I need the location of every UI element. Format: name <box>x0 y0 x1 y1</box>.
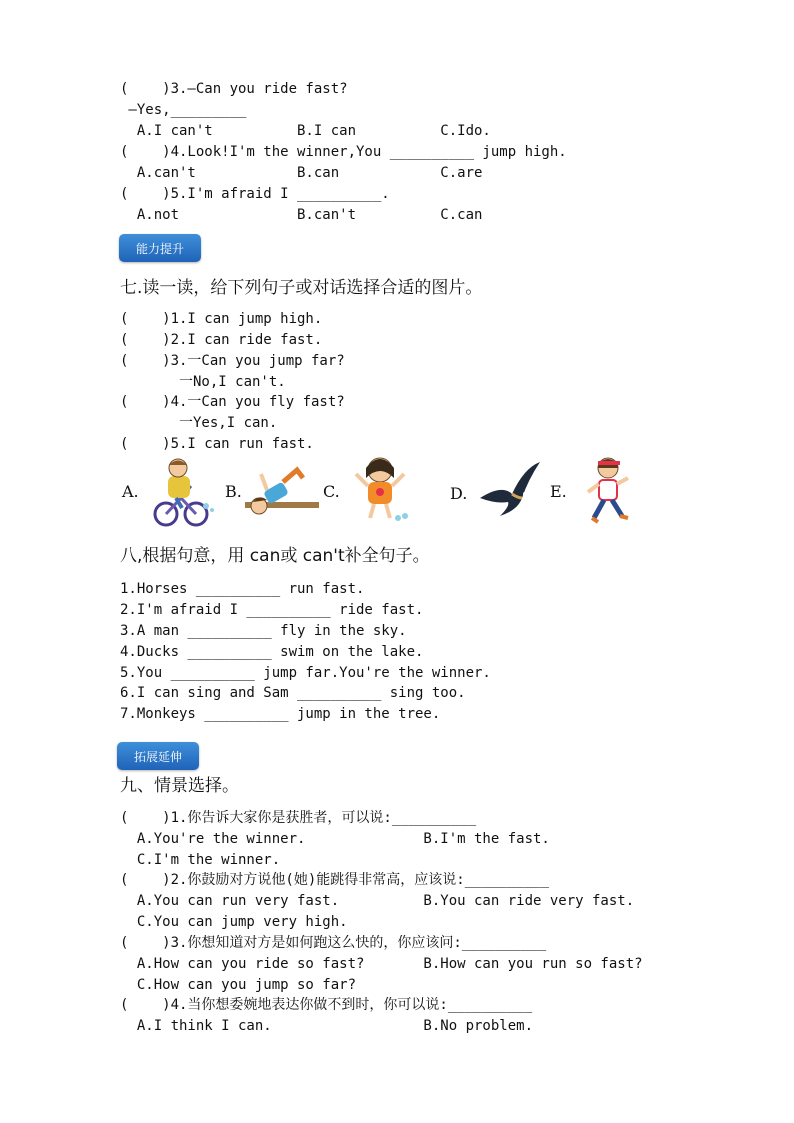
s9-line-7: ( )3.你想知道对方是如何跑这么快的，你应该问:__________ <box>120 935 547 951</box>
s9-line-4: ( )2.你鼓励对方说他(她)能跳得非常高，应该说:__________ <box>120 872 550 888</box>
question-6-4: ( )4.Look!I'm the winner,You __________ jump high. <box>120 144 567 160</box>
s8-line-3: 3.A man __________ fly in the sky. <box>120 623 407 639</box>
question-6-3: ( )3.—Can you ride fast? <box>120 81 348 97</box>
s7-line-4: 一No,I can't. <box>120 374 286 390</box>
section-7-heading: 七.读一读，给下列句子或对话选择合适的图片。 <box>120 278 483 298</box>
picture-label-a: A. <box>122 482 139 501</box>
options-line: A.can't B.can C.are <box>120 165 483 181</box>
answer-line: —Yes,_________ <box>120 102 247 118</box>
s9-line-10: ( )4.当你想委婉地表达你做不到时，你可以说:__________ <box>120 997 533 1013</box>
s7-line-6: 一Yes,I can. <box>120 415 278 431</box>
s9-line-3: C.I'm the winner. <box>120 852 281 868</box>
s7-line-7: ( )5.I can run fast. <box>120 436 314 452</box>
question-6-5: ( )5.I'm afraid I __________. <box>120 186 390 202</box>
s8-line-6: 6.I can sing and Sam __________ sing too. <box>120 685 466 701</box>
section-9-heading: 九、情景选择。 <box>120 776 239 796</box>
picture-label-b: B. <box>225 482 242 501</box>
s9-line-9: C.How can you jump so far? <box>120 977 357 993</box>
s9-line-5: A.You can run very fast. B.You can ride very fast. <box>120 893 635 909</box>
picture-label-c: C. <box>323 482 340 501</box>
s8-line-2: 2.I'm afraid I __________ ride fast. <box>120 602 424 618</box>
girl-jumping-icon <box>350 454 414 524</box>
s9-line-11: A.I think I can. B.No problem. <box>120 1018 534 1034</box>
options-line: A.I can't B.I can C.Ido. <box>120 123 491 139</box>
s7-line-1: ( )1.I can jump high. <box>120 311 323 327</box>
s8-line-7: 7.Monkeys __________ jump in the tree. <box>120 706 441 722</box>
s7-line-5: ( )4.一Can you fly fast? <box>120 394 345 410</box>
s9-line-2: A.You're the winner. B.I'm the fast. <box>120 831 550 847</box>
badge-ability-boost: 能力提升 <box>119 234 201 262</box>
s9-line-6: C.You can jump very high. <box>120 914 348 930</box>
section-8-heading: 八,根据句意，用 can或 can't补全句子。 <box>120 546 430 566</box>
boy-running-icon <box>584 456 634 526</box>
badge-extension: 拓展延伸 <box>117 742 199 770</box>
s8-line-1: 1.Horses __________ run fast. <box>120 581 365 597</box>
s7-line-3: ( )3.一Can you jump far? <box>120 353 345 369</box>
boy-jumping-icon <box>243 460 323 522</box>
s8-line-5: 5.You __________ jump far.You're the winner. <box>120 665 491 681</box>
swallow-bird-icon <box>478 458 544 524</box>
picture-label-d: D. <box>450 484 468 503</box>
s7-line-2: ( )2.I can ride fast. <box>120 332 323 348</box>
s8-line-4: 4.Ducks __________ swim on the lake. <box>120 644 424 660</box>
picture-label-e: E. <box>550 482 567 501</box>
s9-line-1: ( )1.你告诉大家你是获胜者，可以说:__________ <box>120 810 477 826</box>
s9-line-8: A.How can you ride so fast? B.How can you run so fast? <box>120 956 643 972</box>
boy-riding-bike-icon <box>146 456 218 528</box>
options-line: A.not B.can't C.can <box>120 207 483 223</box>
